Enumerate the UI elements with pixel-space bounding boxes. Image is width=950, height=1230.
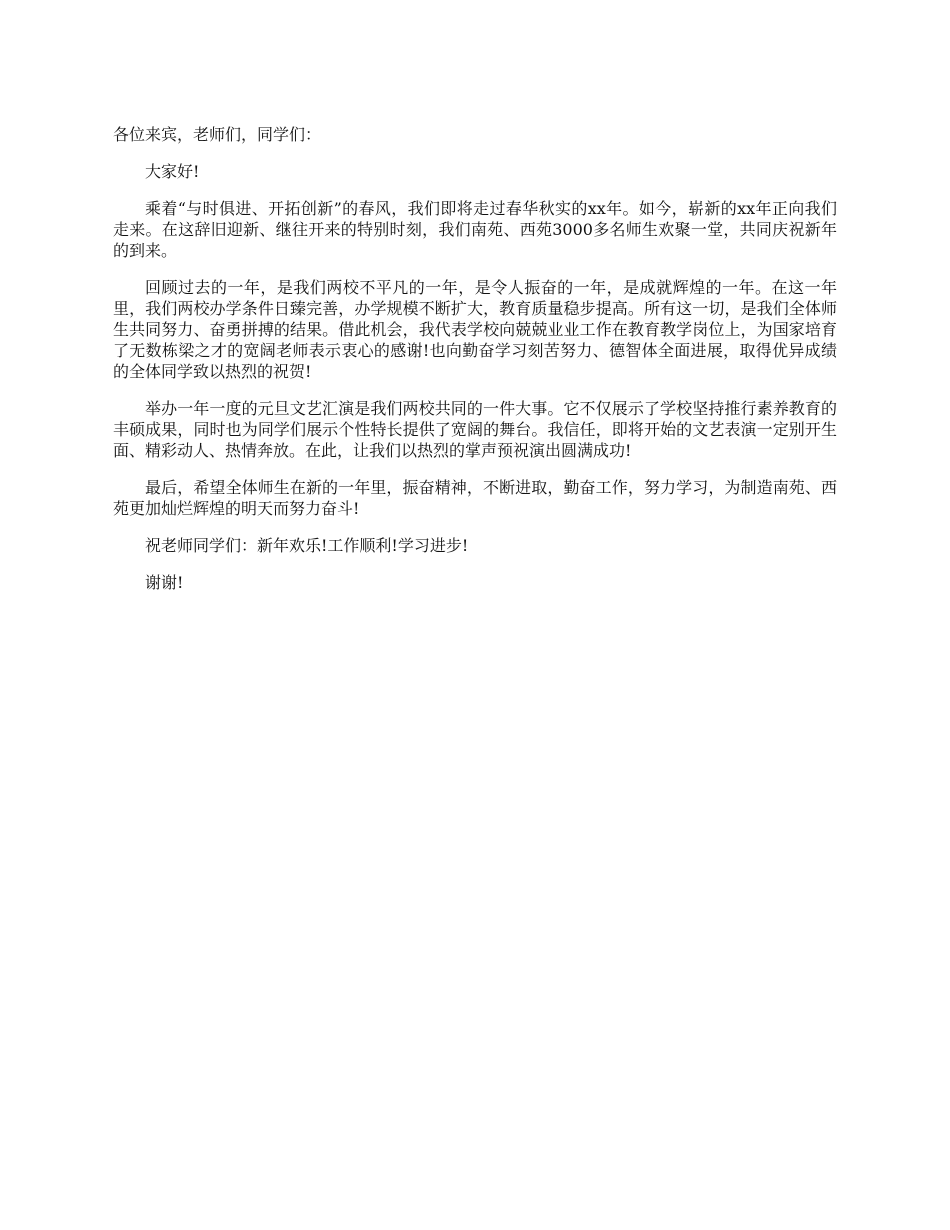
paragraph-intro: 乘着“与时俱进、开拓创新”的春风，我们即将走过春华秋实的xx年。如今，崭新的xx年正向我们走来。在这辞旧迎新、继往开来的特别时刻，我们南苑、西苑3000多名师生欢聚一堂，共同庆祝新年的到来。 bbox=[113, 199, 837, 260]
greeting-line: 各位来宾，老师们，同学们： bbox=[113, 125, 322, 144]
paragraph-closing: 最后，希望全体师生在新的一年里，振奋精神，不断进取，勤奋工作，努力学习，为制造南苑、西苑更加灿烂辉煌的明天而努力奋斗! bbox=[113, 478, 837, 518]
paragraph-wishes: 祝老师同学们：新年欢乐!工作顺利!学习进步! bbox=[145, 536, 469, 555]
paragraph-thanks: 谢谢! bbox=[145, 573, 184, 592]
paragraph-performance: 举办一年一度的元旦文艺汇演是我们两校共同的一件大事。它不仅展示了学校坚持推行素养教育的丰硕成果，同时也为同学们展示个性特长提供了宽阔的舞台。我信任，即将开始的文艺表演一定别开生面、精彩动人、热情奔放。在此，让我们以热烈的掌声预祝演出圆满成功! bbox=[113, 399, 837, 460]
document-body bbox=[113, 124, 837, 609]
paragraph-review: 回顾过去的一年，是我们两校不平凡的一年，是令人振奋的一年，是成就辉煌的一年。在这一年里，我们两校办学条件日臻完善，办学规模不断扩大，教育质量稳步提高。所有这一切，是我们全体师生共同努力、奋勇拼搏的结果。借此机会，我代表学校向兢兢业业工作在教育教学岗位上，为国家培育了无数栋梁之才的宽阔老师表示衷心的感谢!也向勤奋学习刻苦努力、德智体全面进展，取得优异成绩的全体同学致以热烈的祝贺! bbox=[113, 278, 837, 381]
paragraph-hello: 大家好! bbox=[145, 162, 200, 181]
